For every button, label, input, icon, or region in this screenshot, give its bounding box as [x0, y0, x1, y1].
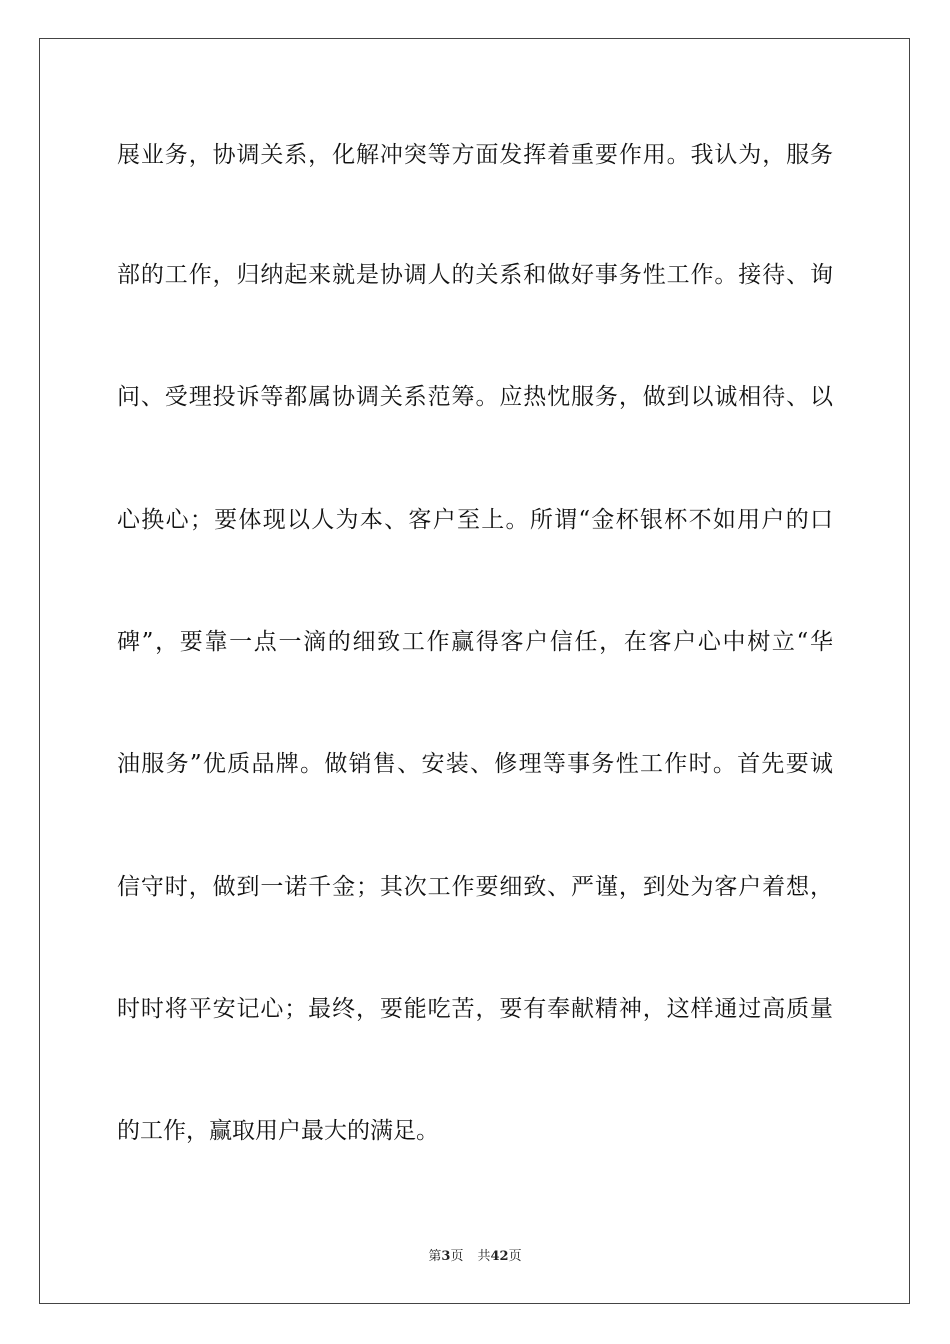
page-indicator [428, 1248, 463, 1266]
page-suffix: 页 [450, 1249, 464, 1264]
total-suffix: 页 [508, 1249, 522, 1264]
paragraph-line: 碑”，要靠一点一滴的细致工作赢得客户信任，在客户心中树立“华 [117, 629, 833, 655]
paragraph-line: 部的工作，归纳起来就是协调人的关系和做好事务性工作。接待、询 [117, 262, 833, 288]
paragraph-line: 信守时，做到一诺千金；其次工作要细致、严谨，到处为客户着想， [117, 874, 833, 900]
page-footer [0, 1248, 950, 1266]
total-pages-indicator [477, 1248, 521, 1266]
paragraph-line: 的工作，赢取用户最大的满足。 [117, 1118, 439, 1144]
paragraph-line: 问、受理投诉等都属协调关系范筹。应热忱服务，做到以诚相待、以 [117, 384, 833, 410]
paragraph-line: 时时将平安记心；最终，要能吃苦，要有奉献精神，这样通过高质量 [117, 996, 833, 1022]
paragraph-line: 展业务，协调关系，化解冲突等方面发挥着重要作用。我认为，服务 [117, 142, 833, 168]
paragraph-line: 油服务”优质品牌。做销售、安装、修理等事务性工作时。首先要诚 [117, 751, 833, 777]
page-number: 3 [441, 1249, 451, 1264]
total-pages: 42 [490, 1249, 509, 1264]
total-prefix: 共 [477, 1249, 491, 1264]
page-prefix: 第 [428, 1249, 442, 1264]
paragraph-line: 心换心；要体现以人为本、客户至上。所谓“金杯银杯不如用户的口 [117, 507, 833, 533]
